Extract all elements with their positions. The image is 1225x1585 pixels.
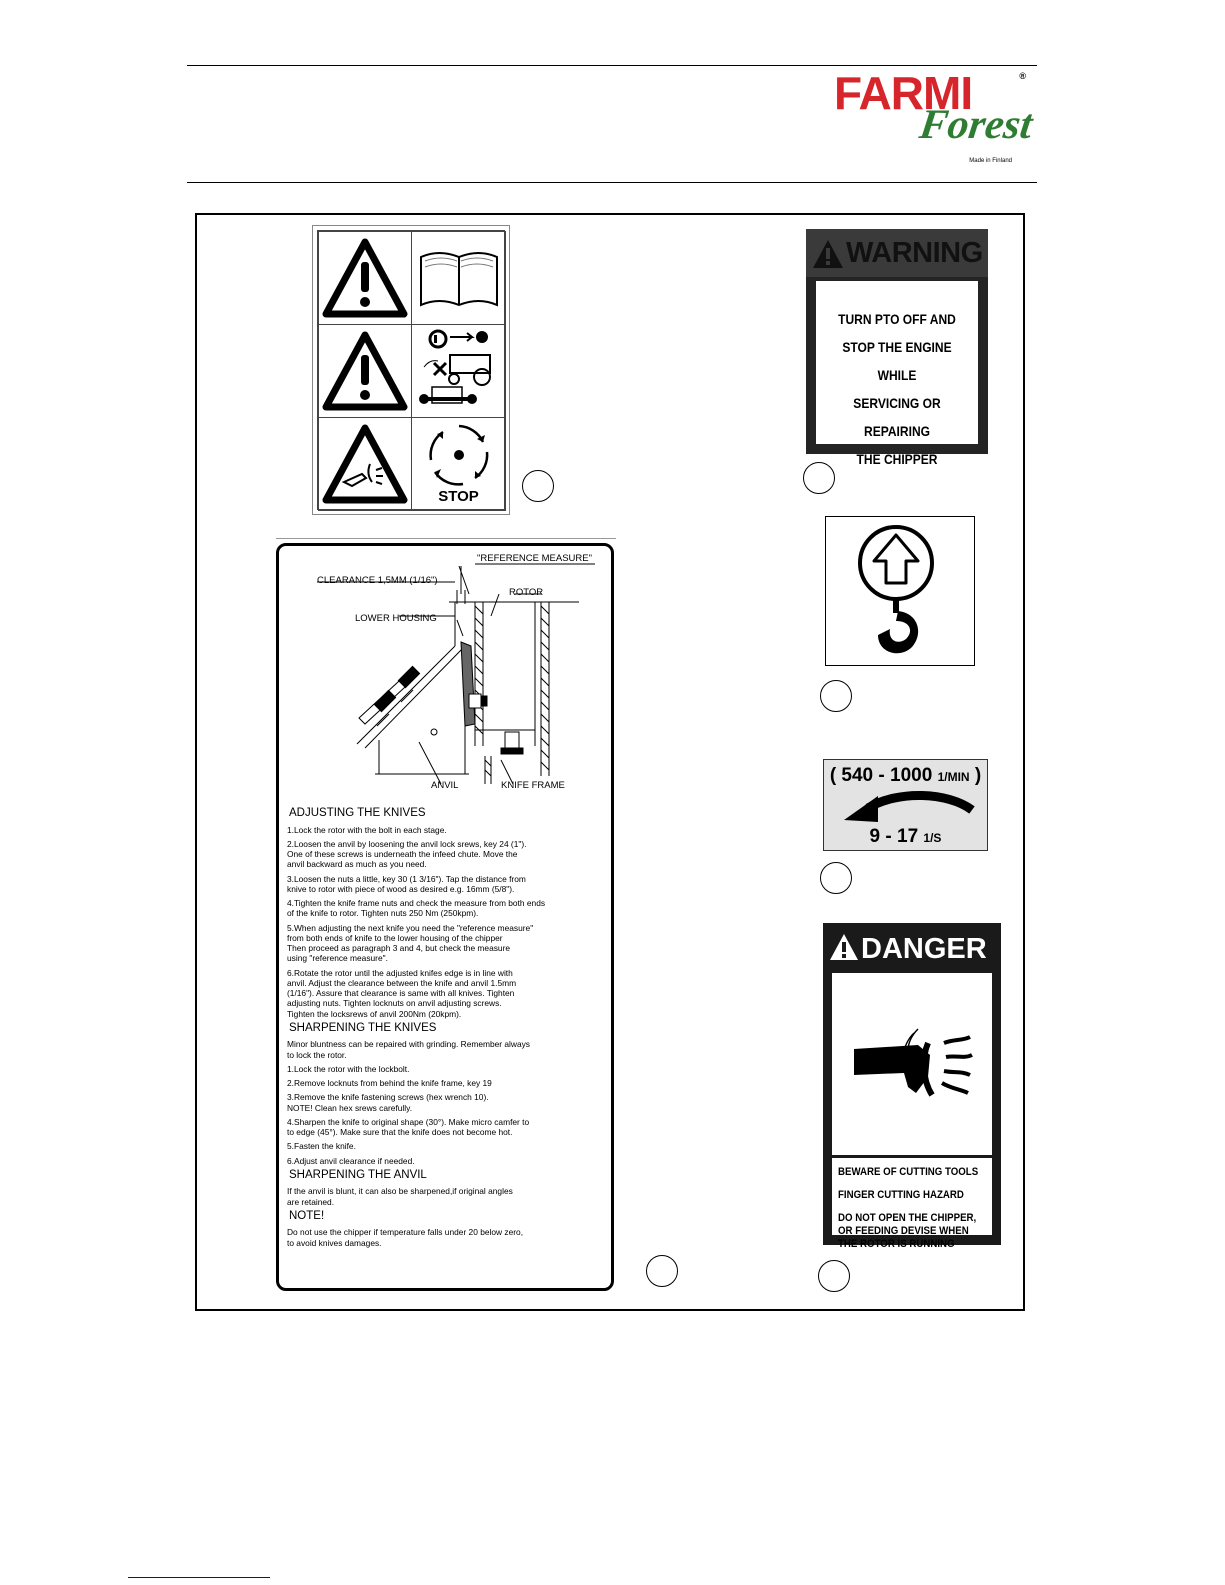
diagram-label-rotor: ROTOR (509, 587, 544, 598)
sharpening-step: 4.Sharpen the knife to original shape (30°). Make micro camfer to to edge (45°). Make sure that the knife does not become hot. (287, 1116, 530, 1137)
sharpening-step: 2.Remove locknuts from behind the knife frame, key 19 (287, 1078, 492, 1088)
rotation-speed-decal (823, 759, 988, 851)
rotating-blade-stop-icon (411, 417, 506, 511)
warning-line: TURN PTO OFF AND (838, 311, 956, 327)
warning-heading: WARNING (846, 237, 983, 269)
danger-decal (823, 923, 1001, 1250)
footer-link-underline[interactable] (128, 1577, 270, 1578)
danger-heading: DANGER (861, 933, 987, 965)
sharpening-intro: Minor bluntness can be repaired with grinding. Remember always to lock the rotor. (287, 1039, 530, 1060)
knife-adjustment-instruction-decal (276, 543, 614, 1291)
item-number-circle (522, 470, 554, 502)
sharpening-step: 6.Adjust anvil clearance if needed. (287, 1155, 415, 1166)
diagram-label-knife-frame: KNIFE FRAME (501, 780, 565, 791)
pictogram-decal (312, 225, 510, 515)
lifting-point-decal (825, 516, 975, 666)
danger-line: DO NOT OPEN THE CHIPPER, OR FEEDING DEVISE WHEN THE ROTOR IS RUNNING (838, 1212, 977, 1250)
decal-cut-line (276, 538, 616, 539)
item-number-circle (803, 462, 835, 494)
rotation-direction-arrow-icon (838, 788, 978, 828)
stop-label: STOP (438, 488, 479, 505)
adjusting-step: 1.Lock the rotor with the bolt in each stage. (287, 824, 447, 835)
sharpening-step: 3.Remove the knife fastening screws (hex wrench 10). NOTE! Clean hex srews carefully. (287, 1092, 489, 1113)
pictogram-grid (317, 230, 505, 510)
header-bottom-rule (187, 182, 1037, 183)
diagram-label-clearance: CLEARANCE 1,5MM (1/16") (317, 575, 438, 586)
item-number-circle (820, 862, 852, 894)
warning-exclamation-icon (812, 239, 844, 269)
adjusting-step: 2.Loosen the anvil by loosening the anvil lock srews, key 24 (1"). One of these screws is underneath the infeed chute. Move the anvil backward as much as you need. (287, 838, 527, 870)
adjusting-step: 3.Loosen the nuts a little, key 30 (1 3/16"). Tap the distance from knive to rotor with piece of wood as desired e.g. 16mm (5/8"). (287, 873, 526, 894)
lifting-hook-icon (826, 517, 974, 665)
knife-adjustment-diagram (279, 546, 611, 804)
hand-cutting-hazard-icon (832, 973, 992, 1155)
warning-triangle-icon (318, 324, 412, 418)
item-number-circle (820, 680, 852, 712)
logo-registered-mark: ® (1019, 71, 1026, 81)
danger-line: FINGER CUTTING HAZARD (838, 1189, 964, 1201)
remove-key-tractor-icon (411, 324, 506, 418)
warning-line: SERVICING OR REPAIRING (853, 395, 941, 439)
instruction-text (287, 806, 605, 1252)
adjusting-step: 4.Tighten the knife frame nuts and check the measure from both ends of the knife to rotor. Tighten nuts 250 Nm (250kpm). (287, 898, 546, 919)
warning-decal (806, 229, 988, 467)
frequency-label: 9 - 17 1/S (869, 826, 942, 847)
anvil-text: If the anvil is blunt, it can also be sharpened,if original angles are retained. (287, 1186, 513, 1207)
note-text: Do not use the chipper if temperature falls under 20 below zero, to avoid knives damages. (287, 1227, 524, 1248)
warning-message (816, 281, 978, 467)
adjusting-step: 5.When adjusting the next knife you need the "reference measure" from both ends of knife to the lower housing of the chipper Then proceed as paragraph 3 and 4, but check the measure using "reference measure". (287, 922, 534, 964)
sharpening-step: 1.Lock the rotor with the lockbolt. (287, 1063, 410, 1074)
logo-made-in: Made in Finland (969, 158, 1012, 164)
item-number-circle (646, 1255, 678, 1287)
rpm-label: ( 540 - 1000 1/MIN ) (829, 765, 982, 786)
danger-exclamation-icon (829, 933, 859, 961)
anvil-heading: SHARPENING THE ANVIL (289, 1168, 427, 1181)
logo-brand: FARMI (834, 67, 973, 119)
header-top-rule (187, 65, 1037, 66)
farmi-forest-logo (820, 67, 1036, 170)
item-number-circle (818, 1260, 850, 1292)
read-manual-icon (411, 231, 506, 325)
note-heading: NOTE! (289, 1209, 325, 1222)
hand-cut-warning-icon (318, 417, 412, 511)
logo-sub: Forest (916, 102, 1036, 148)
sharpening-step: 5.Fasten the knife. (287, 1141, 356, 1152)
sharpening-heading: SHARPENING THE KNIVES (289, 1021, 437, 1034)
diagram-label-reference-measure: "REFERENCE MEASURE" (477, 553, 592, 564)
diagram-label-lower-housing: LOWER HOUSING (355, 613, 437, 624)
warning-triangle-icon (318, 231, 412, 325)
danger-message (832, 1158, 992, 1250)
danger-line: BEWARE OF CUTTING TOOLS (838, 1166, 979, 1178)
warning-line: STOP THE ENGINE WHILE (842, 339, 952, 383)
warning-line: THE CHIPPER (856, 451, 938, 467)
adjusting-heading: ADJUSTING THE KNIVES (289, 807, 426, 819)
adjusting-step: 6.Rotate the rotor until the adjusted knifes edge is in line with anvil. Adjust the clearance between the knife and anvil 1.5mm (1/16"). Assure that clearance is same with all knives. Tighten adjusting nuts. Tighten locknuts on anvil adjusting screws. Tighten the locksrews of anvil 200Nm (20kpm). (287, 967, 517, 1019)
diagram-label-anvil: ANVIL (431, 780, 459, 791)
